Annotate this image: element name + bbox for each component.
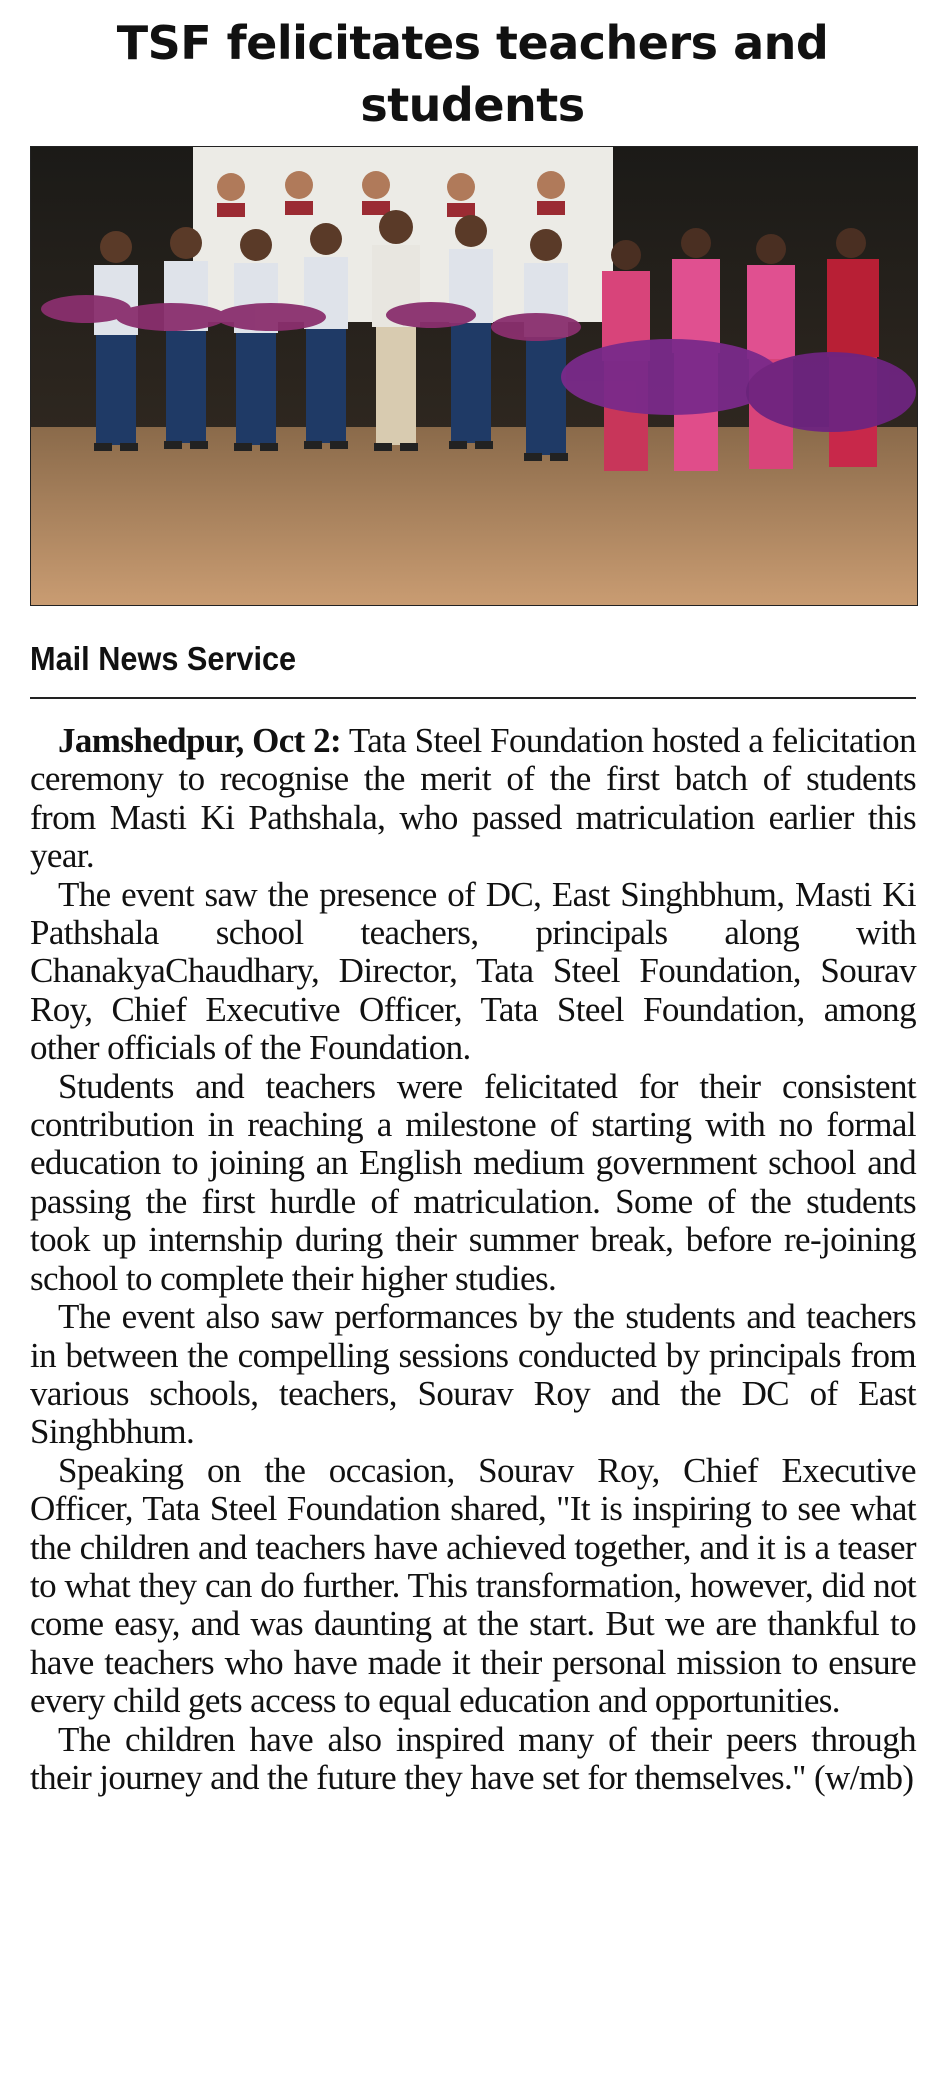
headline-line-1: TSF felicitates teachers and students — [116, 16, 829, 132]
paragraph-6: The children have also inspired many of their peers through their journey and the future they have set for themselves." (w/mb) — [30, 1719, 916, 1797]
paragraph-5: Speaking on the occasion, Sourav Roy, Chief Executive Officer, Tata Steel Foundation shared, "It is inspiring to see what the children and teachers have achieved together, and it is a teaser to what they can do further. This transformation, however, did not come easy, and was daunting at the start. But we are thankful to have teachers who have made it their personal mission to ensure every child gets access to equal education and opportunities. — [30, 1450, 916, 1721]
paragraph-1-text: Tata Steel Foundation hosted a felicitation ceremony to recognise the merit of the first batch of students from Masti Ki Pathshala, who passed matriculation earlier this year. — [30, 721, 916, 876]
article-photo — [30, 146, 918, 606]
byline: Mail News Service — [30, 640, 297, 677]
article-body — [30, 722, 916, 1797]
divider — [30, 697, 916, 699]
paragraph-1 — [30, 722, 916, 876]
paragraph-2: The event saw the presence of DC, East Singhbhum, Masti Ki Pathshala school teachers, principals along with ChanakyaChaudhary, Director, Tata Steel Foundation, Sourav Roy, Chief Executive Officer, Tata Steel Foundation, among other officials of the Foundation. — [30, 874, 916, 1068]
dateline: Jamshedpur, Oct 2: — [58, 721, 342, 760]
paragraph-3: Students and teachers were felicitated for their consistent contribution in reaching a milestone of starting with no formal education to joining an English medium government school and passing the first hurdle of matriculation. Some of the students took up internship during their summer break, before re-joining school to complete their higher studies. — [30, 1066, 916, 1298]
paragraph-4: The event also saw performances by the students and teachers in between the compelling sessions conducted by principals from various schools, teachers, Sourav Roy and the DC of East Singhbhum. — [30, 1297, 916, 1452]
